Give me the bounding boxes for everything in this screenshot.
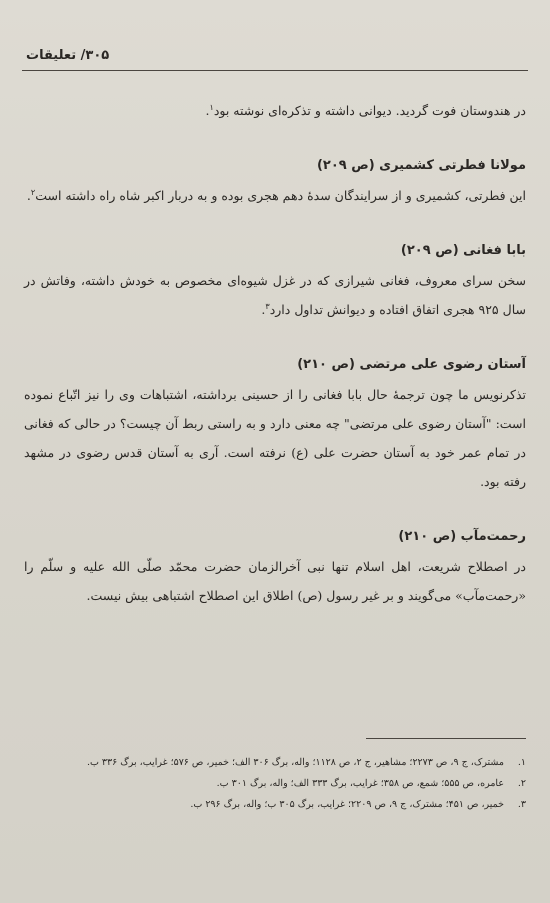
entry-heading: آستان رضوی علی مرتضی (ص ۲۱۰) [297, 357, 526, 372]
entry-heading: مولانا فطرتی کشمیری (ص ۲۰۹) [316, 158, 526, 173]
page-body [24, 96, 526, 610]
entry-text: تذکرنویس ما چون ترجمهٔ حال بابا فغانی را از حسینی برداشته، اشتباهات وی را نیز اتّباع نموده است: "آستان رضوی علی مرتضی" چه معنی دارد و به راستی ربط آن چیست؟ در حالی که فغانی در تمام عمر خود به آستان حضرت علی (ع) نرفته است. آری به آستان قدس رضوی در مشهد رفته بود. [24, 387, 526, 489]
page-header [22, 44, 528, 71]
entry-text: سخن سرای معروف، فغانی شیرازی که در غزل شیوه‌ای مخصوص به خودش داشته، وفاتش در سال ۹۲۵ هجری اتفاق افتاده و دیوانش تداول دارد$^۳$. [24, 273, 526, 317]
footnotes [24, 752, 526, 815]
entry-rahmat-maab [24, 524, 526, 610]
footnote-text: خمیر، ص ۴۵۱؛ مشترک، ج ۹، ص ۲۲۰۹؛ غرایب، برگ ۳۰۵ ب؛ واله، برگ ۲۹۶ ب. [190, 799, 504, 810]
footnote-text: مشترک، ج ۹، ص ۲۲۷۳؛ مشاهیر، ج ۲، ص ۱۱۲۸؛ واله، برگ ۳۰۶ الف؛ خمیر، ص ۵۷۶؛ غرایب، برگ ۳۳۶ ب. [86, 757, 504, 768]
entry-astan-razavi [24, 352, 526, 496]
intro-text: در هندوستان فوت گردید. دیوانی داشته و تذکره‌ای نوشته بود [213, 103, 526, 118]
entry-heading: بابا فغانی (ص ۲۰۹) [400, 243, 526, 258]
intro-paragraph: در هندوستان فوت گردید. دیوانی داشته و تذکره‌ای نوشته بود$^۱$. [205, 102, 526, 118]
entry-heading: رحمت‌مآب (ص ۲۱۰) [398, 529, 526, 544]
entry-text: در اصطلاح شریعت، اهل اسلام تنها نبی آخرالزمان حضرت محمّد صلّی الله علیه و سلّم را «رحمت‌مآب» می‌گویند و بر غیر رسول (ص) اطلاق این اصطلاح اشتباهی بیش نیست. [24, 559, 526, 603]
entry-fetrati [24, 153, 526, 210]
footnote-divider [366, 738, 526, 739]
entry-text: این فطرتی، کشمیری و از سرایندگان سدهٔ دهم هجری بوده و به دربار اکبر شاه راه داشته است$^۲$. [26, 187, 526, 203]
footnote [24, 794, 526, 815]
footnote [24, 773, 526, 794]
footnote [24, 752, 526, 773]
entry-fighani [24, 238, 526, 324]
footnote-ref: ۳ [265, 301, 270, 311]
footnote-number: ۱. [517, 757, 526, 768]
footnote-number: ۲. [517, 778, 526, 789]
running-title: ۳۰۵/ تعلیقات [26, 48, 110, 63]
footnote-ref: ۲ [30, 187, 36, 197]
footnote-text: عامره، ص ۵۵۵؛ شمع، ص ۳۵۸؛ غرایب، برگ ۳۳۳ الف؛ واله، برگ ۳۰۱ ب. [216, 778, 504, 789]
footnote-number: ۳. [517, 799, 526, 810]
footnote-ref: ۱ [209, 102, 214, 112]
